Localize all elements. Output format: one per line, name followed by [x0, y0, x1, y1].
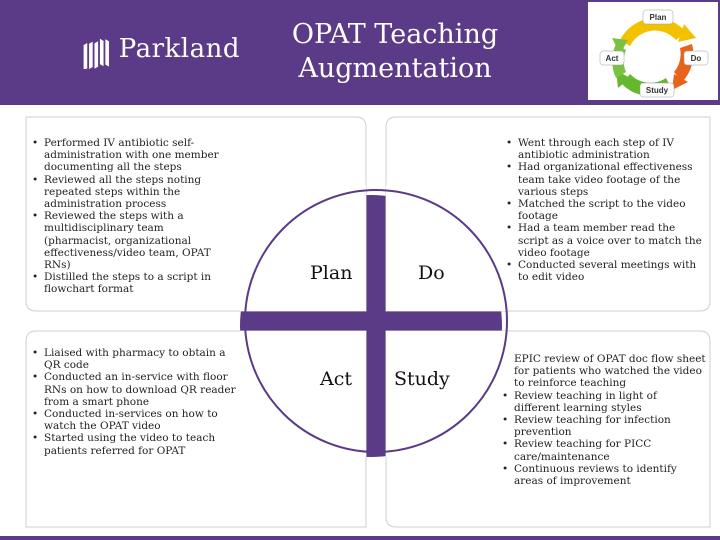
footer-band [0, 536, 720, 540]
plan-item: • Reviewed the steps with a multidisciplinary team (pharmacist, organizational effectiveness/video team, OPAT RNs) [44, 210, 220, 271]
act-item: • Conducted an in-service with floor RNs on how to download QR reader from a smart phone [44, 371, 240, 408]
pdsa-study-label: Study [645, 86, 669, 95]
quadrant-label-study: Study [394, 368, 450, 390]
plan-list [30, 137, 220, 296]
study-item: • Review teaching for infection prevention [514, 414, 706, 438]
plan-item: • Distilled the steps to a script in flowchart format [44, 271, 220, 295]
pdsa-act-label: Act [605, 54, 619, 63]
plan-item: • Performed IV antibiotic self-administration with one member documenting all the steps [44, 137, 220, 174]
do-item: • Had organizational effectiveness team take video footage of the various steps [518, 161, 708, 198]
act-item: • Conducted in-services on how to watch the OPAT video [44, 408, 240, 432]
pdsa-plan-label: Plan [649, 13, 667, 22]
study-text-block [500, 353, 706, 487]
study-item: • Continuous reviews to identify areas of improvement [514, 463, 706, 487]
do-item: • Conducted several meetings with to edit video [518, 259, 708, 283]
plan-item: • Reviewed all the steps noting repeated steps within the administration process [44, 174, 220, 211]
act-item: • Liaised with pharmacy to obtain a QR code [44, 347, 240, 371]
act-item: • Started using the video to teach patients referred for OPAT [44, 432, 240, 456]
quadrant-label-do: Do [418, 262, 445, 284]
do-item: • Had a team member read the script as a voice over to match the video footage [518, 222, 708, 259]
study-item: • Review teaching in light of different learning styles [514, 390, 706, 414]
title-line-2: Augmentation [298, 53, 492, 84]
study-list [500, 390, 706, 488]
do-list [504, 137, 708, 283]
quadrant-label-act: Act [320, 368, 352, 390]
title-line-1: OPAT Teaching [291, 19, 499, 50]
logo-text: Parkland [118, 34, 240, 64]
study-item: • Review teaching for PICC care/maintenance [514, 438, 706, 462]
act-text-block [30, 347, 240, 457]
do-item: • Went through each step of IV antibiotic administration [518, 137, 708, 161]
study-lead: EPIC review of OPAT doc flow sheet for patients who watched the video to reinforce teaching [514, 353, 706, 390]
plan-text-block [30, 137, 220, 296]
do-item: • Matched the script to the video footage [518, 198, 708, 222]
do-text-block [504, 137, 708, 283]
pdsa-do-label: Do [690, 54, 702, 63]
quadrant-label-plan: Plan [310, 262, 353, 284]
act-list [30, 347, 240, 457]
